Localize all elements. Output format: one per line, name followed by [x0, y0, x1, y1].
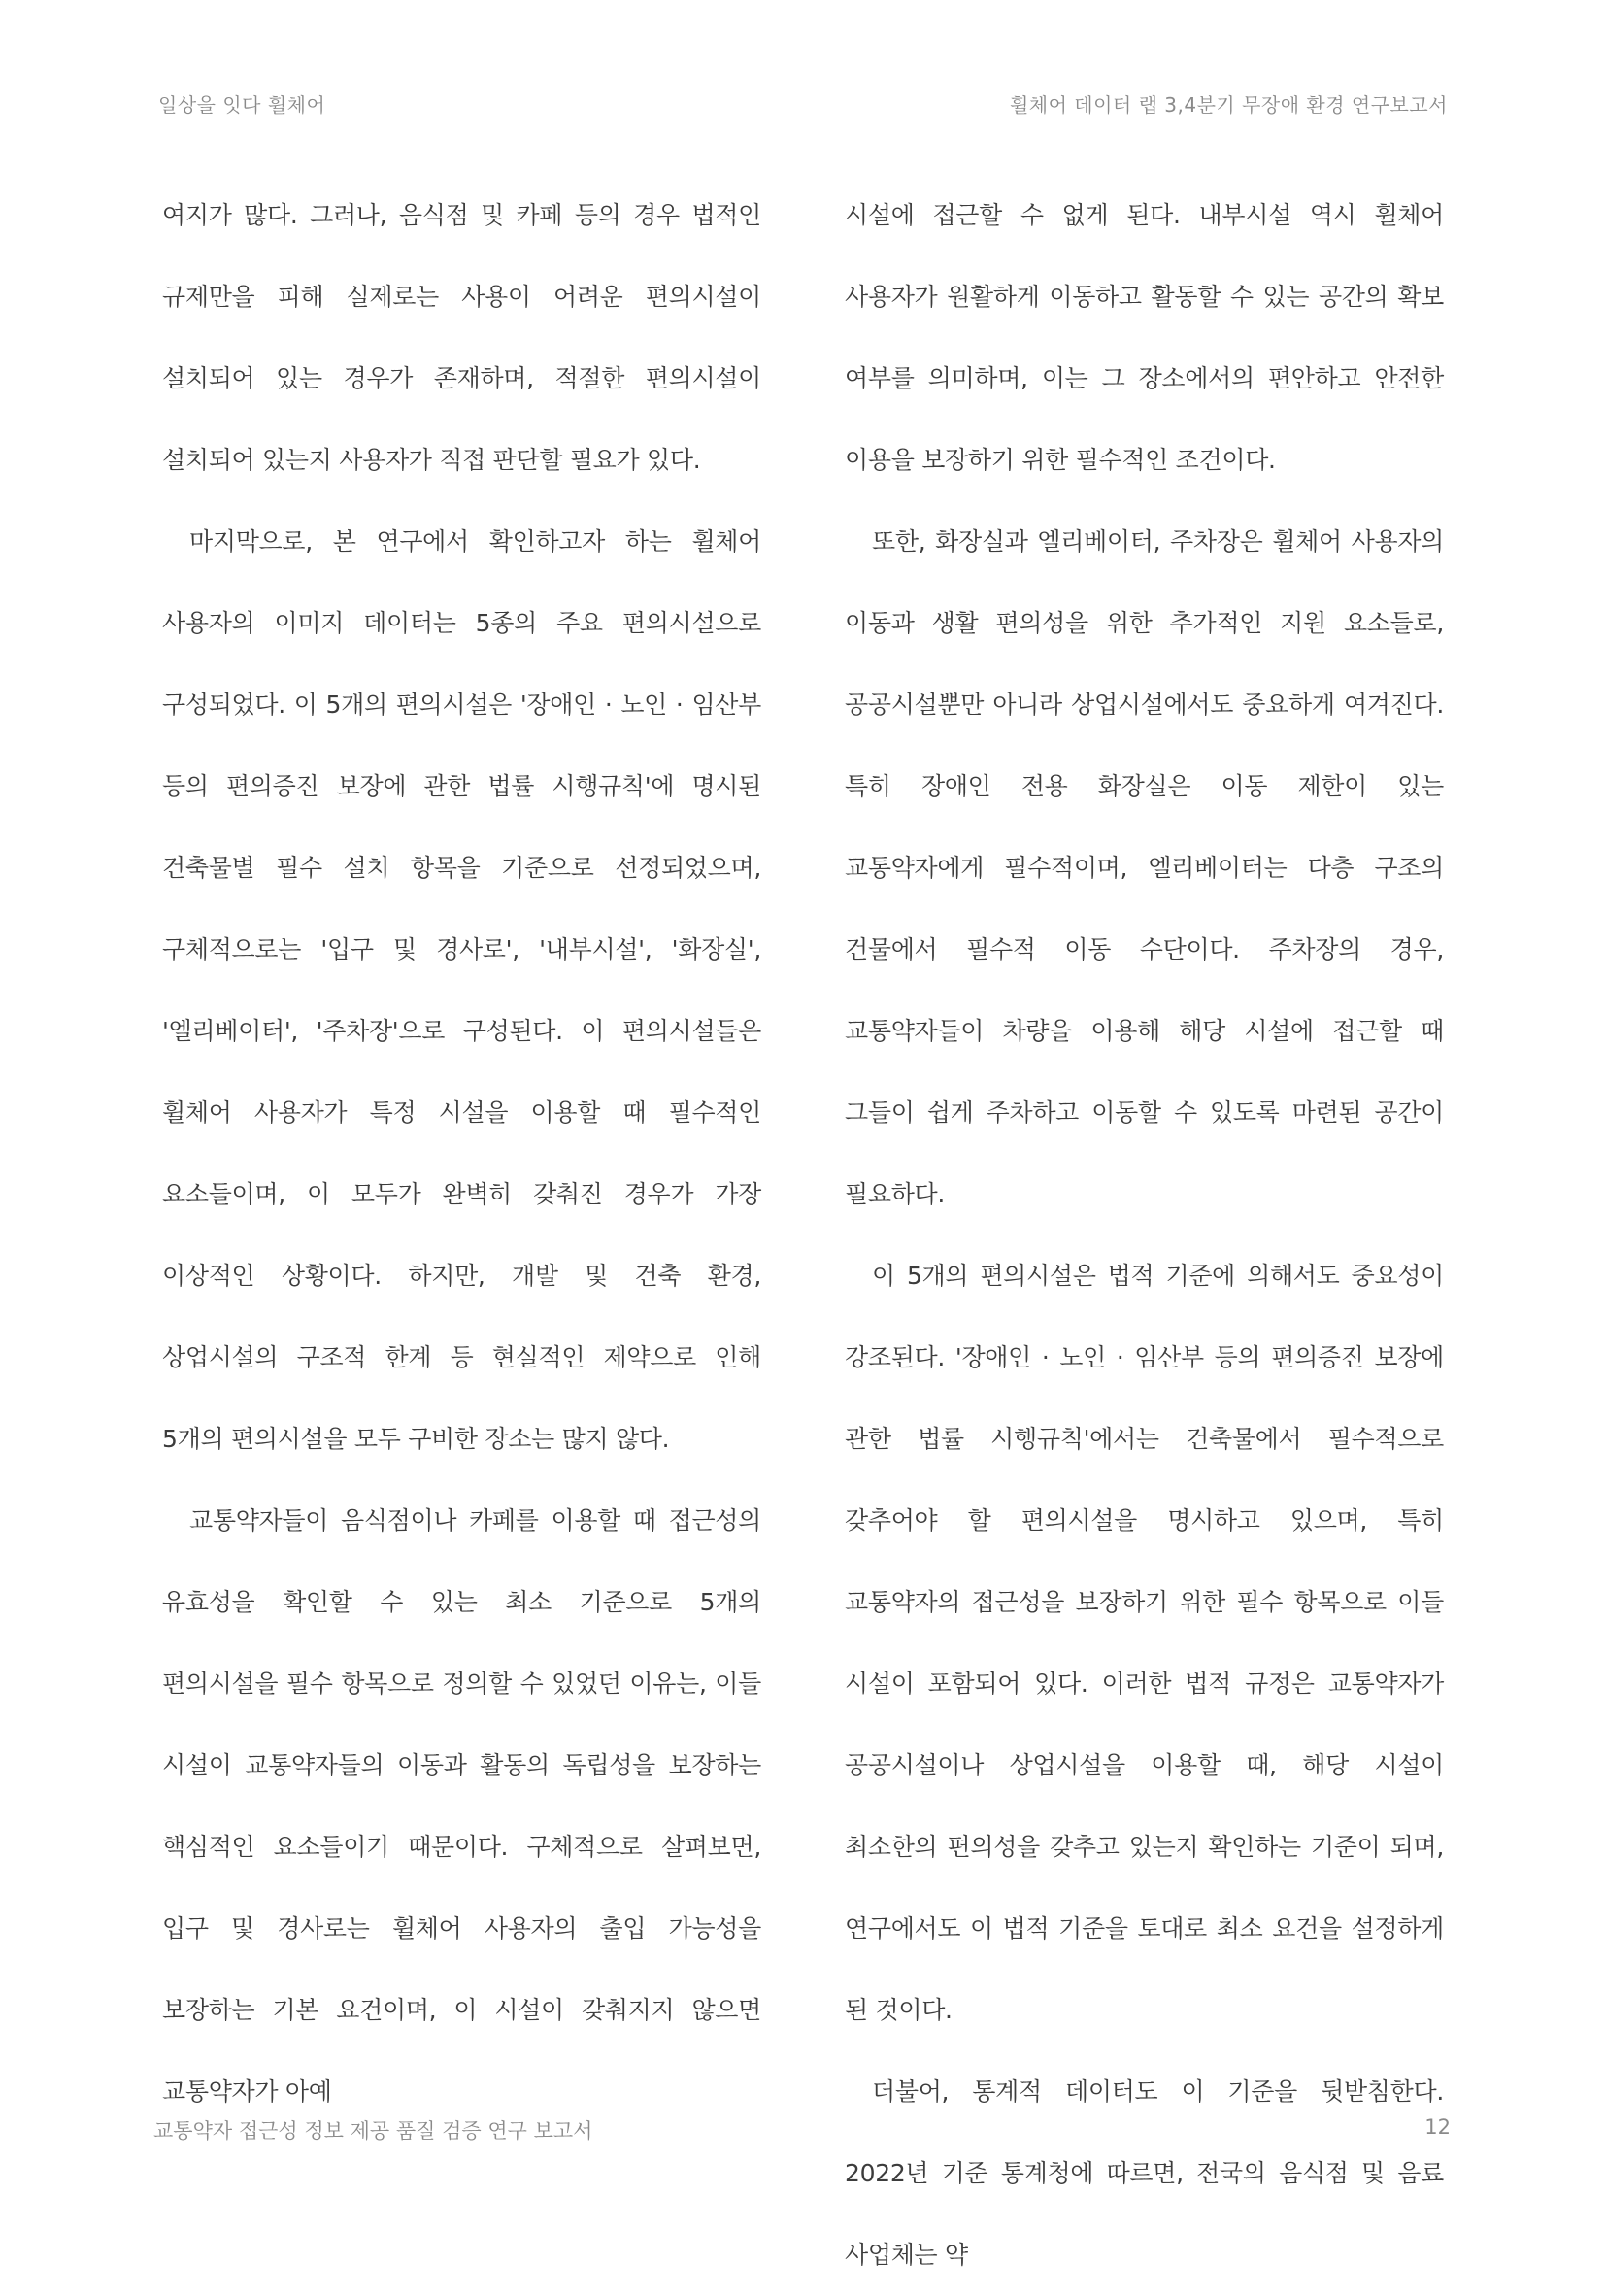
paragraph: 또한, 화장실과 엘리베이터, 주차장은 휠체어 사용자의 이동과 생활 편의성을 위한 추가적인 지원 요소들로, 공공시설뿐만 아니라 상업시설에서도 중요하게 여겨진다. 특히 장애인 전용 화장실은 이동 제한이 있는 교통약자에게 필수적이며, 엘리베이터는 다층 구조의 건물에서 필수적 이동 수단이다. 주차장의 경우, 교통약자들이 차량을 이용해 해당 시설에 접근할 때 그들이 쉽게 주차하고 이동할 수 있도록 마련된 공간이 필요하다. — [845, 527, 1444, 1208]
left-column — [162, 175, 761, 2106]
header-right-title: 휠체어 데이터 랩 3,4분기 무장애 환경 연구보고서 — [1009, 93, 1448, 117]
paragraph: 이 5개의 편의시설은 법적 기준에 의해서도 중요성이 강조된다. '장애인 · 노인 · 임산부 등의 편의증진 보장에 관한 법률 시행규칙'에서는 건축물에서 필수적으로 갖추어야 할 편의시설을 명시하고 있으며, 특히 교통약자의 접근성을 보장하기 위한 필수 항목으로 이들 시설이 포함되어 있다. 이러한 법적 규정은 교통약자가 공공시설이나 상업시설을 이용할 때, 해당 시설이 최소한의 편의성을 갖추고 있는지 확인하는 기준이 되며, 연구에서도 이 법적 기준을 토대로 최소 요건을 설정하게 된 것이다. — [845, 1262, 1444, 2024]
paragraph: 시설에 접근할 수 없게 된다. 내부시설 역시 휠체어 사용자가 원활하게 이동하고 활동할 수 있는 공간의 확보 여부를 의미하며, 이는 그 장소에서의 편안하고 안전한 이용을 보장하기 위한 필수적인 조건이다. — [845, 201, 1444, 474]
paragraph: 더불어, 통계적 데이터도 이 기준을 뒷받침한다. 2022년 기준 통계청에 따르면, 전국의 음식점 및 음료 사업체는 약 — [845, 2077, 1444, 2269]
footer-report-title: 교통약자 접근성 정보 제공 품질 검증 연구 보고서 — [153, 2119, 593, 2143]
paragraph: 여지가 많다. 그러나, 음식점 및 카페 등의 경우 법적인 규제만을 피해 실제로는 사용이 어려운 편의시설이 설치되어 있는 경우가 존재하며, 적절한 편의시설이 설치되어 있는지 사용자가 직접 판단할 필요가 있다. — [162, 201, 761, 474]
paragraph: 교통약자들이 음식점이나 카페를 이용할 때 접근성의 유효성을 확인할 수 있는 최소 기준으로 5개의 편의시설을 필수 항목으로 정의할 수 있었던 이유는, 이들 시설이 교통약자들의 이동과 활동의 독립성을 보장하는 핵심적인 요소들이기 때문이다. 구체적으로 살펴보면, 입구 및 경사로는 휠체어 사용자의 출입 가능성을 보장하는 기본 요건이며, 이 시설이 갖춰지지 않으면 교통약자가 아예 — [162, 1506, 761, 2106]
running-header — [158, 89, 1448, 118]
paragraph: 마지막으로, 본 연구에서 확인하고자 하는 휠체어 사용자의 이미지 데이터는 5종의 주요 편의시설으로 구성되었다. 이 5개의 편의시설은 '장애인 · 노인 · 임산부 등의 편의증진 보장에 관한 법률 시행규칙'에 명시된 건축물별 필수 설치 항목을 기준으로 선정되었으며, 구체적으로는 '입구 및 경사로', '내부시설', '화장실', '엘리베이터', '주차장'으로 구성된다. 이 편의시설들은 휠체어 사용자가 특정 시설을 이용할 때 필수적인 요소들이며, 이 모두가 완벽히 갖춰진 경우가 가장 이상적인 상황이다. 하지만, 개발 및 건축 환경, 상업시설의 구조적 한계 등 현실적인 제약으로 인해 5개의 편의시설을 모두 구비한 장소는 많지 않다. — [162, 527, 761, 1453]
header-left-title: 일상을 잇다 휠체어 — [158, 93, 326, 117]
page-number: 12 — [1424, 2115, 1451, 2139]
page-footer — [153, 2115, 1451, 2144]
